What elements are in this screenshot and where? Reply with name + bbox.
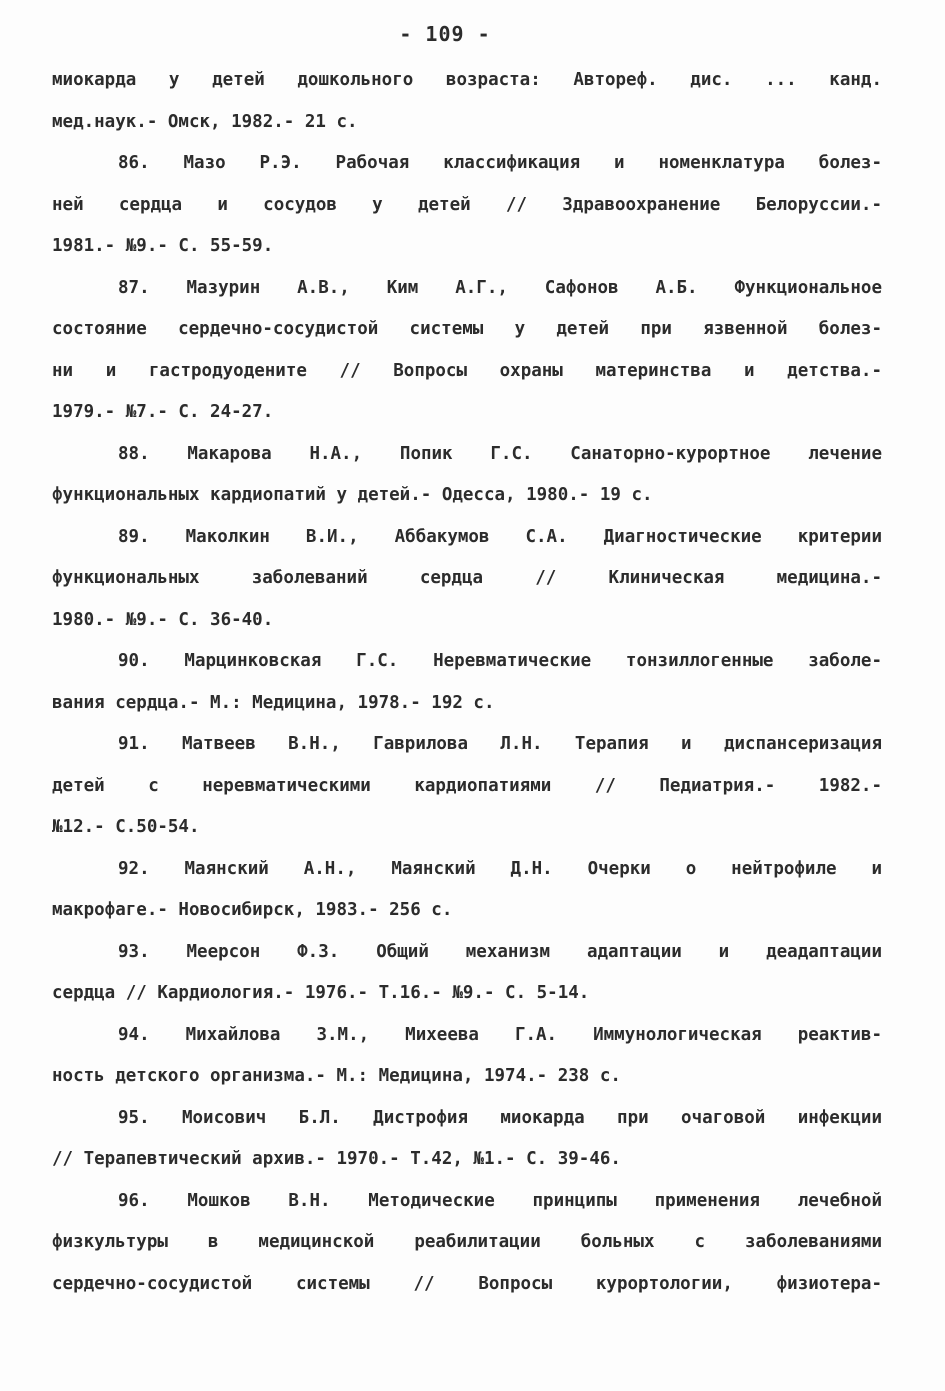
reference-entry-line: функциональных заболеваний сердца // Клиническая медицина.- (52, 568, 882, 588)
reference-entry-line: ность детского организма.- М.: Медицина, 1974.- 238 с. (52, 1066, 621, 1086)
page-number: - 109 - (399, 22, 491, 46)
reference-entry-line: вания сердца.- М.: Медицина, 1978.- 192 с. (52, 692, 495, 713)
reference-entry-line: физкультуры в медицинской реабилитации больных с заболеваниями (52, 1232, 882, 1252)
reference-entry-line: сердечно-сосудистой системы // Вопросы курортологии, физиотера- (52, 1273, 882, 1294)
reference-entry-line: состояние сердечно-сосудистой системы у детей при язвенной болез- (52, 319, 882, 339)
reference-entry-start: 87. Мазурин А.В., Ким А.Г., Сафонов А.Б. Функциональное (118, 277, 882, 298)
reference-entry-line: мед.наук.- Омск, 1982.- 21 с. (52, 111, 358, 132)
reference-entry-line: 1980.- №9.- С. 36-40. (52, 609, 274, 630)
reference-entry-line: 1979.- №7.- С. 24-27. (52, 402, 274, 422)
bibliography-list (52, 60, 882, 1305)
reference-entry-start: 96. Мошков В.Н. Методические принципы применения лечебной (118, 1190, 882, 1211)
reference-entry-line: №12.- С.50-54. (52, 817, 200, 837)
reference-entry-start: 89. Маколкин В.И., Аббакумов С.А. Диагностические критерии (118, 526, 882, 547)
reference-entry-line: детей с неревматическими кардиопатиями // Педиатрия.- 1982.- (52, 775, 882, 796)
reference-entry-line: ней сердца и сосудов у детей // Здравоохранение Белоруссии.- (52, 194, 882, 215)
reference-entry-start: 86. Мазо Р.Э. Рабочая классификация и номенклатура болез- (118, 153, 882, 173)
reference-entry-start: 92. Маянский А.Н., Маянский Д.Н. Очерки о нейтрофиле и (118, 858, 882, 879)
reference-entry-line: макрофаге.- Новосибирск, 1983.- 256 с. (52, 900, 453, 920)
reference-entry-start: 93. Меерсон Ф.З. Общий механизм адаптации и деадаптации (118, 941, 882, 962)
reference-entry-line: // Терапевтический архив.- 1970.- Т.42, №1.- С. 39-46. (52, 1149, 621, 1169)
reference-entry-line: миокарда у детей дошкольного возраста: Автореф. дис. ... канд. (52, 70, 882, 90)
reference-entry-start: 91. Матвеев В.Н., Гаврилова Л.Н. Терапия и диспансеризация (118, 734, 882, 754)
reference-entry-start: 90. Марцинковская Г.С. Неревматические тонзиллогенные заболе- (118, 651, 882, 671)
reference-entry-line: ни и гастродуодените // Вопросы охраны материнства и детства.- (52, 360, 882, 381)
reference-entry-line: сердца // Кардиология.- 1976.- Т.16.- №9.- С. 5-14. (52, 983, 590, 1003)
reference-entry-line: функциональных кардиопатий у детей.- Одесса, 1980.- 19 с. (52, 485, 653, 505)
reference-entry-start: 95. Моисович Б.Л. Дистрофия миокарда при очаговой инфекции (118, 1107, 882, 1128)
reference-entry-line: 1981.- №9.- С. 55-59. (52, 236, 274, 256)
reference-entry-start: 88. Макарова Н.А., Попик Г.С. Санаторно-курортное лечение (118, 443, 882, 464)
reference-entry-start: 94. Михайлова З.М., Михеева Г.А. Иммунологическая реактив- (118, 1024, 882, 1045)
